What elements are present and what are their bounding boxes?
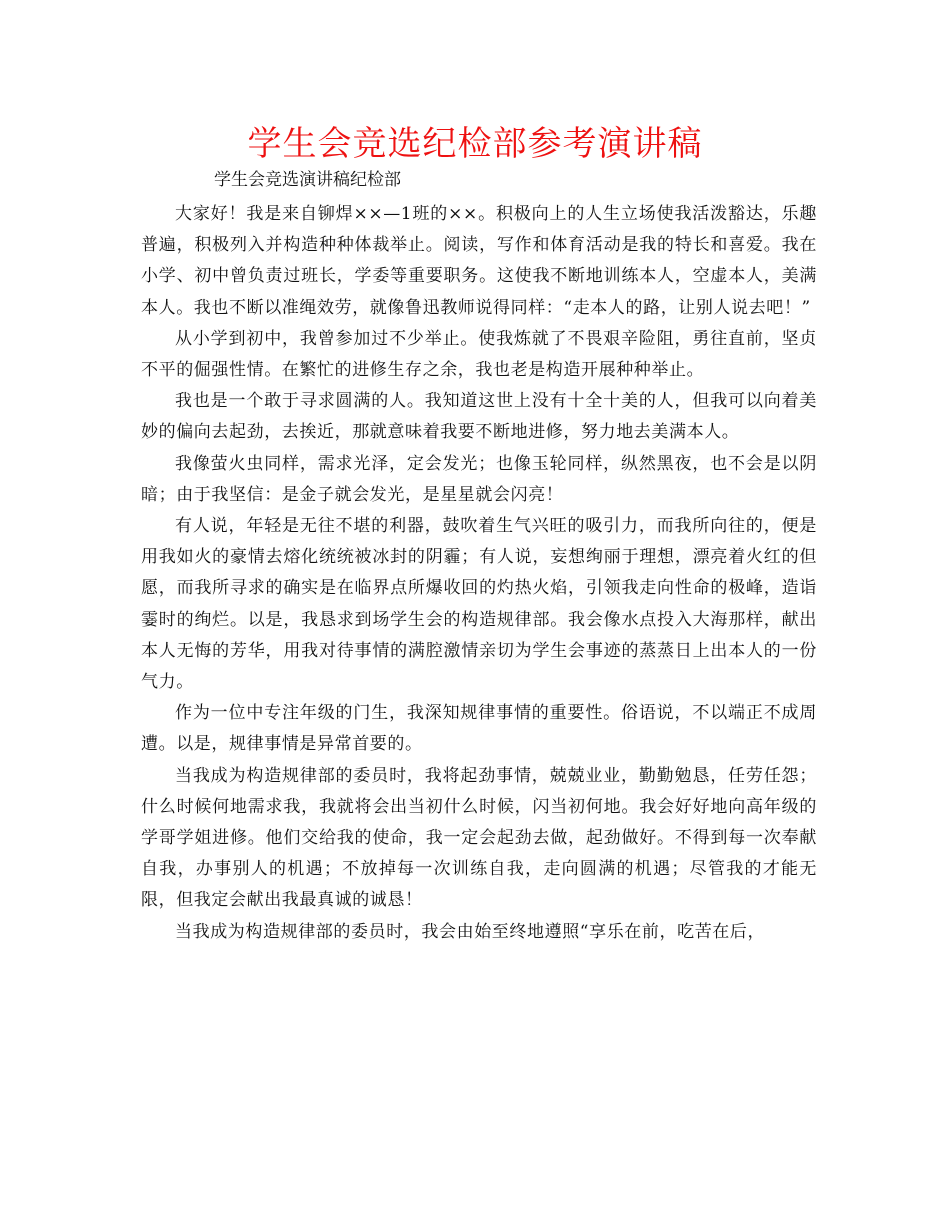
paragraph: 大家好！我是来自铆焊××—1班的××。积极向上的人生立场使我活泼豁达，乐趣普遍，积极列入并构造种种体裁举止。阅读，写作和体育活动是我的特长和喜爱。我在小学、初中曾负责过班长，学委等重要职务。这使我不断地训练本人，空虚本人，美满本人。我也不断以准绳效劳，就像鲁迅教师说得同样：“走本人的路，让别人说去吧！” [141,204,817,318]
document-title: 学生会竞选纪检部参考演讲稿 [247,124,703,164]
paragraph: 当我成为构造规律部的委员时，我将起劲事情，兢兢业业，勤勤勉恳，任劳任怨；什么时候何地需求我，我就将会出当初什么时候，闪当初何地。我会好好地向高年级的学哥学姐进修。他们交给我的使命，我一定会起劲去做，起劲做好。不得到每一次奉献自我，办事别人的机遇；不放掉每一次训练自我，走向圆满的机遇；尽管我的才能无限，但我定会献出我最真诚的诚恳！ [141,765,817,911]
paragraph: 从小学到初中，我曾参加过不少举止。使我炼就了不畏艰辛险阻，勇往直前，坚贞不平的倔强性情。在繁忙的进修生存之余，我也老是构造开展种种举止。 [141,328,817,381]
paragraph: 作为一位中专注年级的门生，我深知规律事情的重要性。俗语说，不以端正不成周遭。以是，规律事情是异常首要的。 [141,703,817,755]
document-body [141,199,817,948]
paragraph: 我像萤火虫同样，需求光泽，定会发光；也像玉轮同样，纵然黑夜，也不会是以阴暗；由于我坚信：是金子就会发光，是星星就会闪亮！ [141,453,817,505]
paragraph: 我也是一个敢于寻求圆满的人。我知道这世上没有十全十美的人，但我可以向着美妙的偏向去起劲，去挨近，那就意味着我要不断地进修，努力地去美满本人。 [141,391,817,443]
paragraph: 当我成为构造规律部的委员时，我会由始至终地遵照“享乐在前，吃苦在后， [175,921,766,942]
paragraph: 有人说，年轻是无往不堪的利器，鼓吹着生气兴旺的吸引力，而我所向往的，便是用我如火的豪情去熔化统统被冰封的阴霾；有人说，妄想绚丽于理想，漂亮着火红的但愿，而我所寻求的确实是在临界点所爆收回的灼热火焰，引领我走向性命的极峰，造诣霎时的绚烂。以是，我恳求到场学生会的构造规律部。我会像水点投入大海那样，献出本人无悔的芳华，用我对待事情的满腔激情亲切为学生会事迹的蒸蒸日上出本人的一份气力。 [141,516,817,693]
document-subtitle: 学生会竞选演讲稿纪检部 [214,170,401,190]
